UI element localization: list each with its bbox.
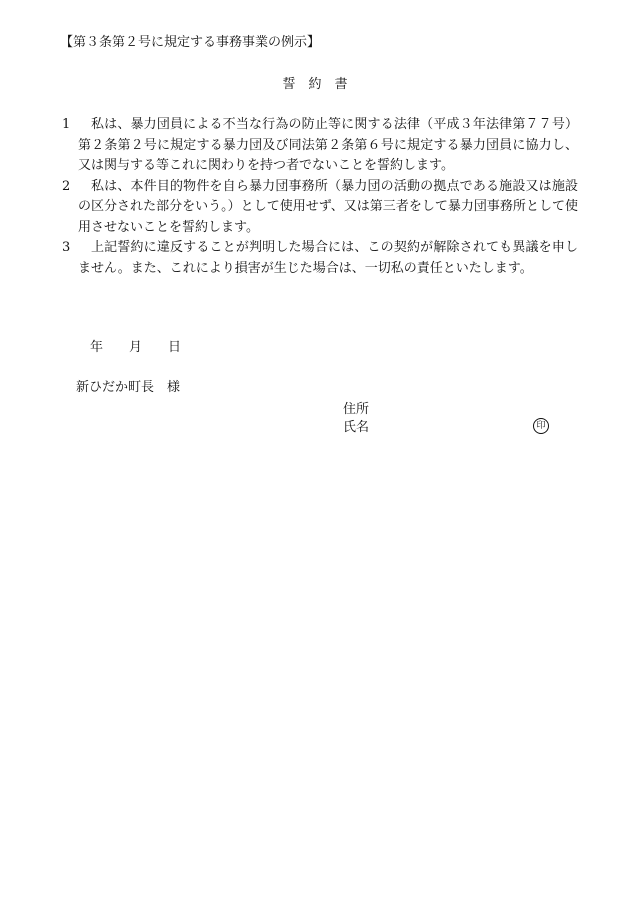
clause-text: 上記誓約に違反することが判明した場合には、この契約が解除されても異議を申しません。また、これにより損害が生じた場合は、一切私の責任といたします。 [78,240,578,276]
address-label: 住所 [343,402,370,417]
header-label: 【第３条第２号に規定する事務事業の例示】 [60,35,321,50]
date-month: 月 [129,340,143,355]
date-year: 年 [90,340,104,355]
clause-1 [62,115,578,177]
clause-list [62,115,578,279]
document-title: 誓 約 書 [282,77,348,92]
seal-icon: 印 [533,418,549,434]
clause-number: 3 [62,240,71,255]
clause-number: 2 [62,178,71,194]
date-line [90,338,181,358]
clause-text: 私は、暴力団員による不当な行為の防止等に関する法律（平成３年法律第７７号）第２条第２号に規定する暴力団及び同法第２条第６号に規定する暴力団員に協力し、又は関与する等これに関わりを持つ者でないことを誓約します。 [78,117,578,173]
addressee: 新ひだか町長 様 [76,380,181,395]
name-label: 氏名 [343,420,370,435]
date-day: 日 [168,340,182,355]
clause-text: 私は、本件目的物件を自ら暴力団事務所（暴力団の活動の拠点である施設又は施設の区分された部分をいう。）として使用せず、又は第三者をして暴力団事務所として使用させないことを誓約します。 [78,178,578,235]
clause-number: 1 [62,117,71,132]
clause-3 [62,238,578,279]
clause-2 [62,177,578,239]
